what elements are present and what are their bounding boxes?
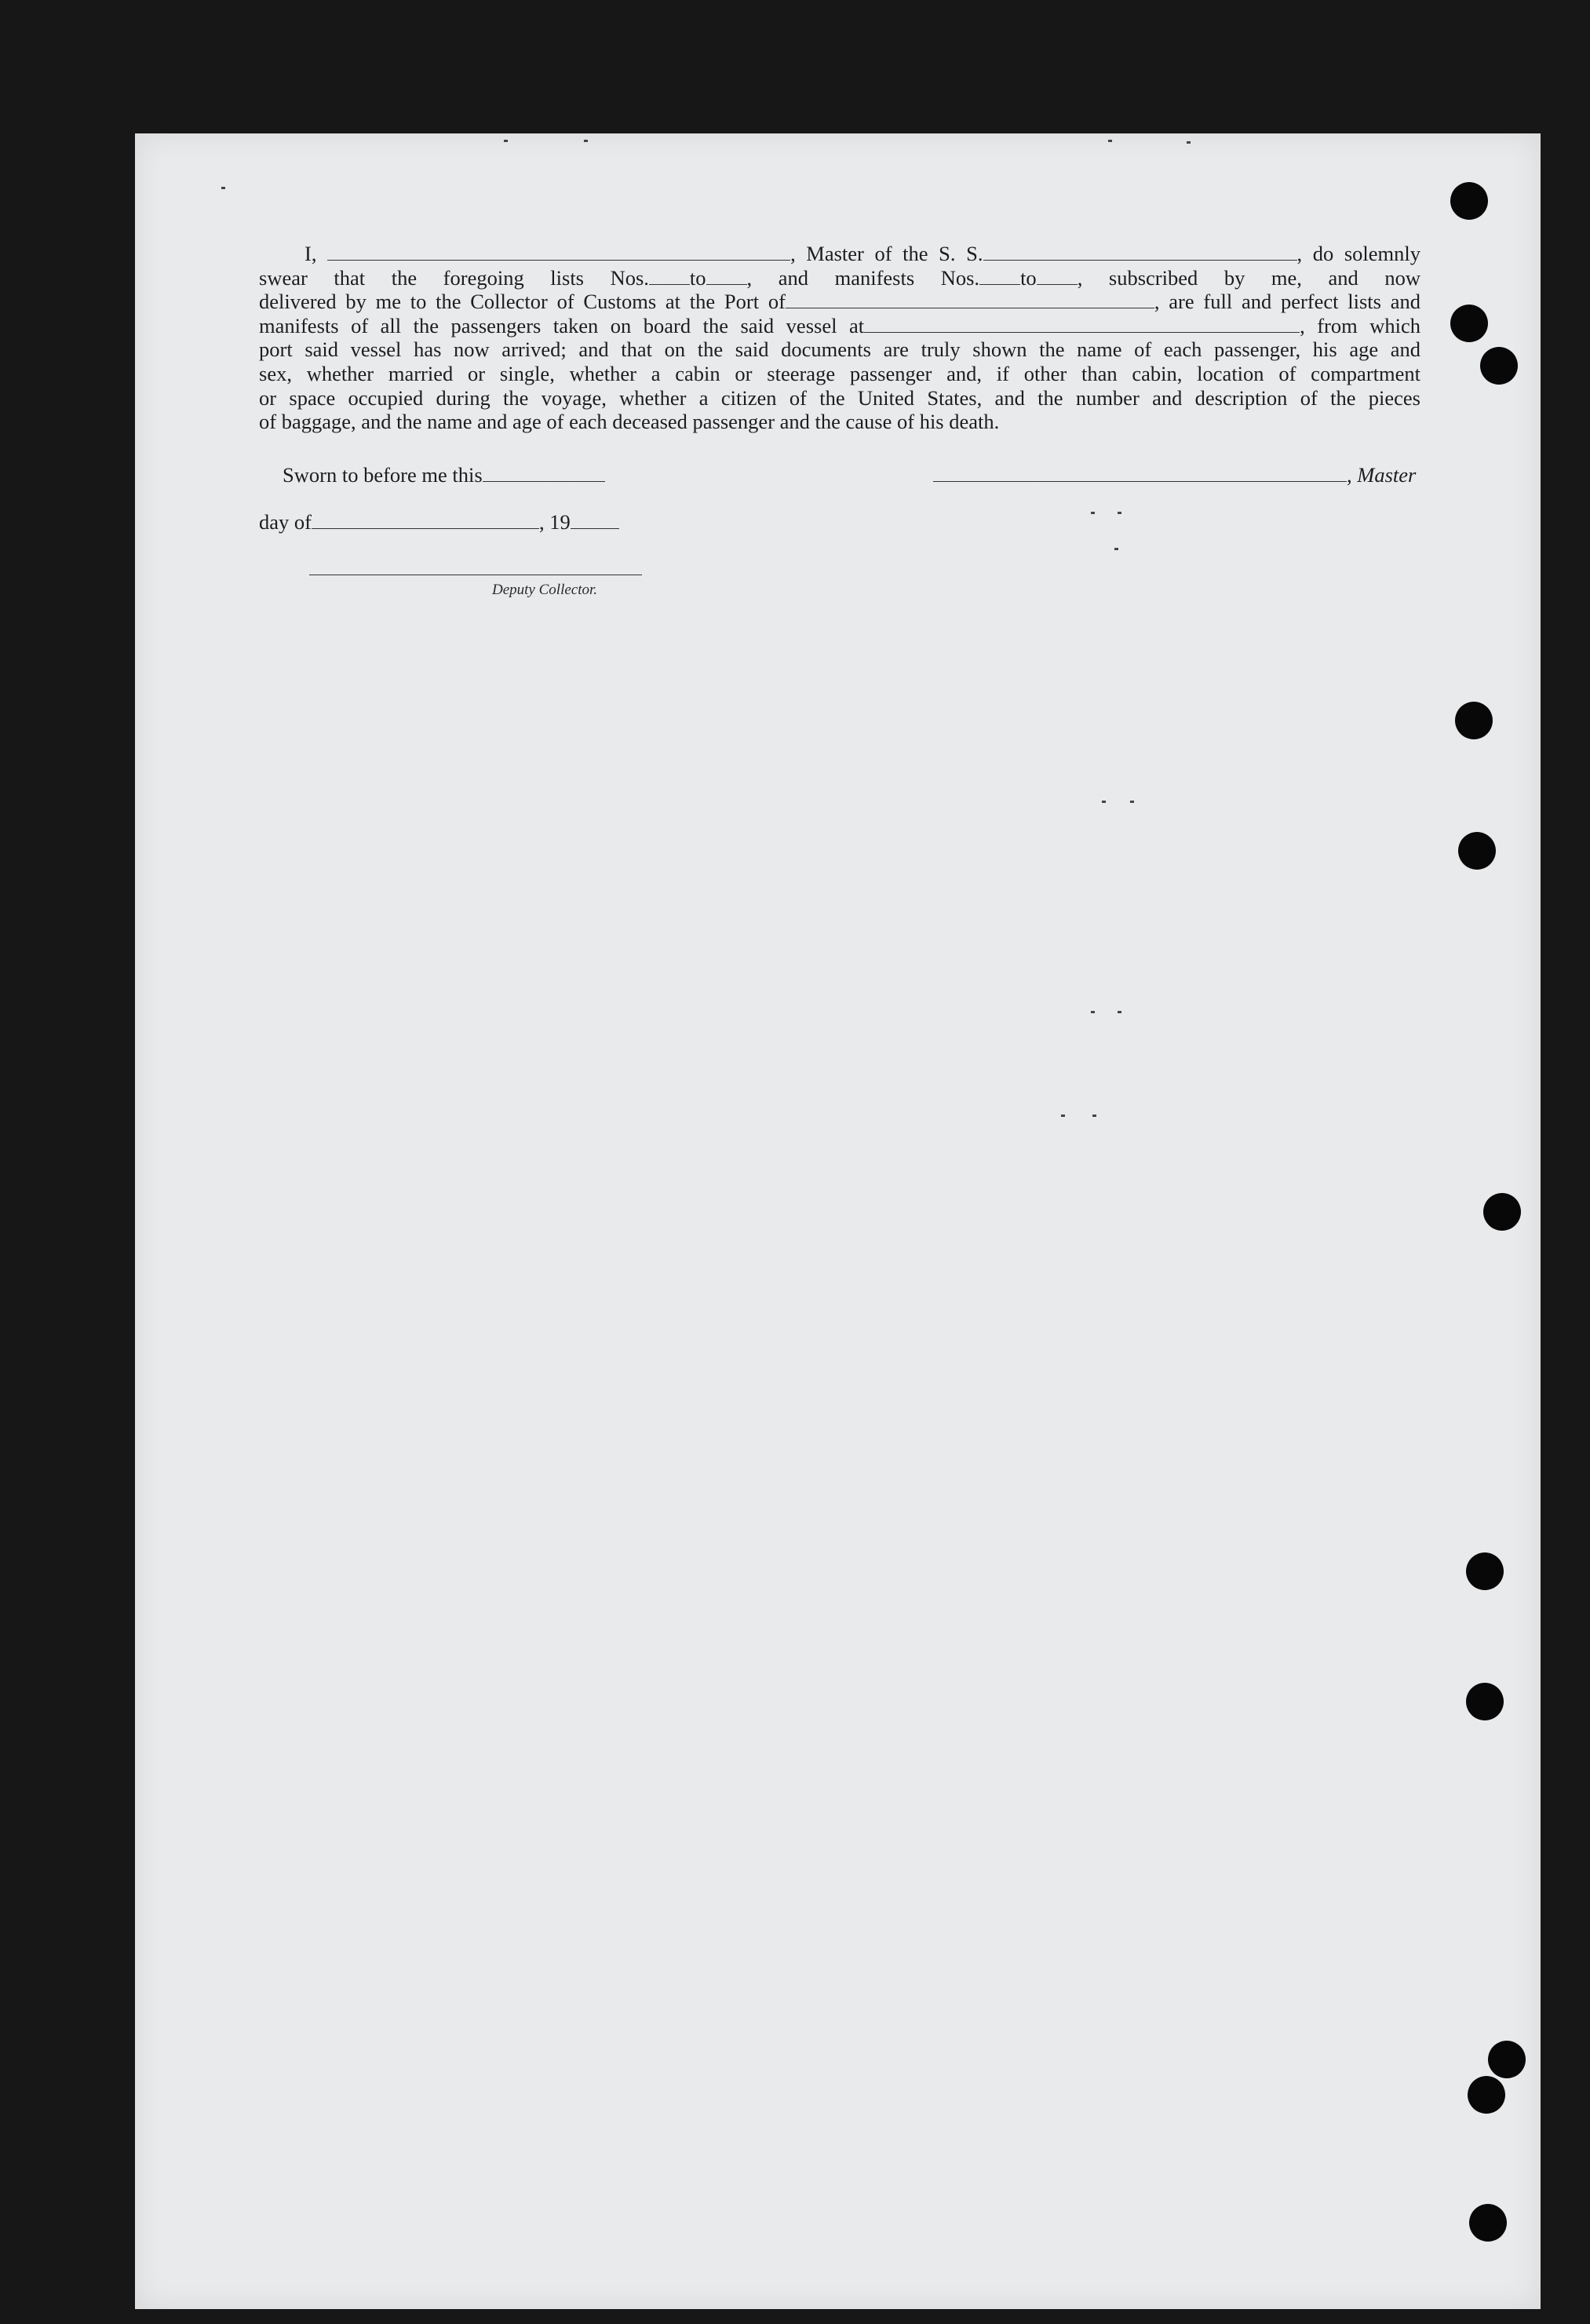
speck <box>221 187 225 189</box>
port-blank <box>786 292 1154 308</box>
master-name-blank <box>327 244 790 261</box>
oath-line-7: or space occupied during the voyage, whether a citizen of the United States, and the number and description of the pieces <box>259 385 1420 410</box>
speck <box>1061 1115 1065 1117</box>
oath-line-5: port said vessel has now arrived; and that on the said documents are truly shown the name of each passenger, his age and <box>259 337 1420 362</box>
punch-hole <box>1488 2041 1526 2078</box>
year-blank <box>571 513 619 529</box>
punch-hole <box>1450 305 1488 342</box>
day-of-line: day of , 19 <box>259 510 619 534</box>
punch-hole <box>1466 1552 1504 1590</box>
oath-line-1: I, , Master of the S. S. , do solemnly <box>305 242 1421 265</box>
speck <box>1091 512 1095 514</box>
ship-name-blank <box>983 244 1297 261</box>
speck <box>584 140 588 142</box>
manifest-no-to-blank <box>1037 268 1078 285</box>
list-no-from-blank <box>649 268 690 285</box>
punch-hole <box>1458 832 1496 870</box>
sworn-day-blank <box>483 465 605 482</box>
deputy-collector-label: Deputy Collector. <box>492 582 598 598</box>
departure-port-blank <box>864 316 1300 333</box>
speck <box>1118 512 1121 514</box>
oath-line-3: delivered by me to the Collector of Customs at the Port of , are full and perfect lists and <box>259 290 1420 314</box>
manifest-no-from-blank <box>979 268 1020 285</box>
speck <box>1102 801 1106 803</box>
month-blank <box>312 513 539 529</box>
oath-line-6: sex, whether married or single, whether a cabin or steerage passenger and, if other than cabin, location of compartment <box>259 361 1420 385</box>
master-signature-line: , Master <box>933 463 1416 487</box>
punch-hole <box>1469 2204 1507 2242</box>
oath-line-2: swear that the foregoing lists Nos. to , and manifests Nos. to , subscribed by me, and now <box>259 265 1420 290</box>
speck <box>1108 140 1112 142</box>
document-page <box>135 133 1541 2309</box>
speck <box>1091 1011 1095 1013</box>
punch-hole <box>1468 2076 1505 2114</box>
speck <box>1114 548 1118 550</box>
punch-hole <box>1466 1683 1504 1720</box>
master-signature-blank <box>933 465 1347 482</box>
sworn-line: Sworn to before me this <box>283 463 605 487</box>
speck <box>1092 1115 1096 1117</box>
list-no-to-blank <box>706 268 747 285</box>
punch-hole <box>1483 1193 1521 1231</box>
speck <box>1187 141 1191 144</box>
punch-hole <box>1480 347 1518 385</box>
punch-hole <box>1455 702 1493 739</box>
oath-line-4: manifests of all the passengers taken on board the said vessel at , from which <box>259 313 1420 337</box>
master-oath-paragraph <box>259 242 1420 434</box>
speck <box>504 140 508 142</box>
punch-hole <box>1450 182 1488 220</box>
speck <box>1130 801 1134 803</box>
oath-line-8: of baggage, and the name and age of each deceased passenger and the cause of his death. <box>259 410 1000 434</box>
speck <box>1118 1011 1121 1013</box>
